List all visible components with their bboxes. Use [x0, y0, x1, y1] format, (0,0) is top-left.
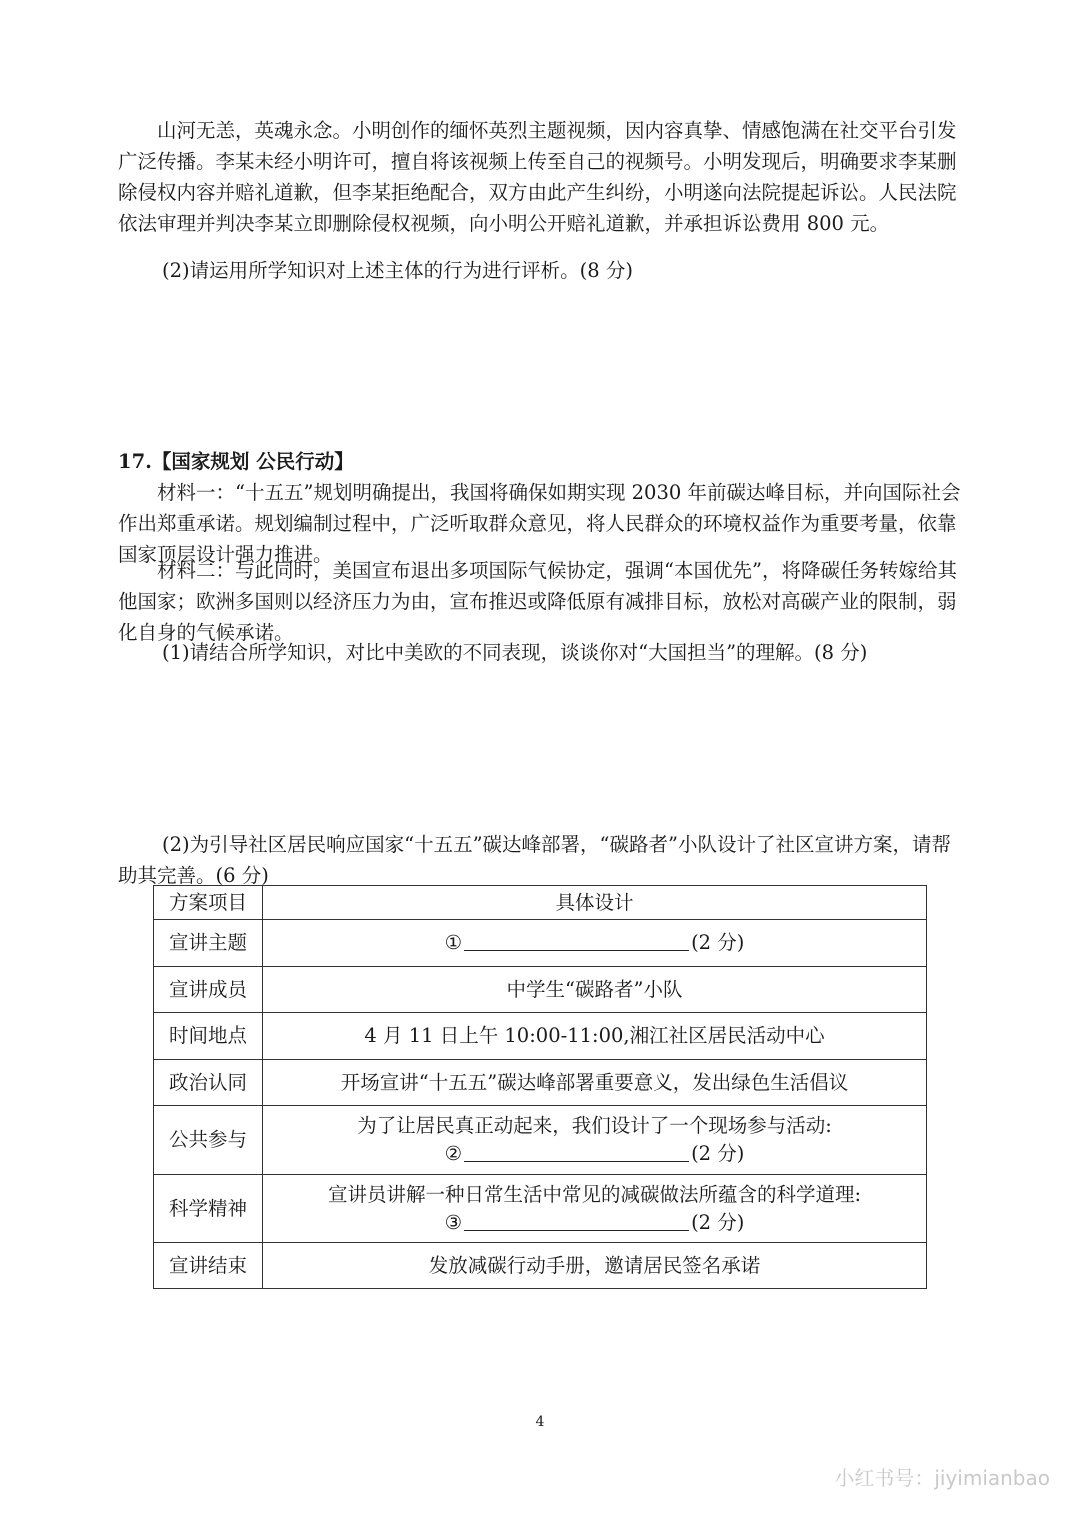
- q17-material-2: 材料二：与此同时，美国宣布退出多项国际气候协定，强调“本国优先”，将降碳任务转嫁给其他国家；欧洲多国则以经济压力为由，宣布推迟或降低原有减排目标，放松对高碳产业的限制，弱化自身的气候承诺。: [118, 559, 957, 644]
- row-design: 开场宣讲“十五五”碳达峰部署重要意义，发出绿色生活倡议: [263, 1060, 927, 1106]
- table-row: [154, 920, 927, 967]
- row-score: (2 分): [691, 931, 745, 954]
- row-item: 公共参与: [154, 1106, 263, 1175]
- row-item: 科学精神: [154, 1175, 263, 1243]
- row-design: 中学生“碳路者”小队: [263, 967, 927, 1013]
- row-score: (2 分): [691, 1210, 745, 1234]
- row-score: (2 分): [691, 1142, 745, 1165]
- row-item: 宣讲结束: [154, 1243, 263, 1289]
- row-design: [263, 1106, 927, 1175]
- row-design: [263, 1175, 927, 1243]
- plan-table: [153, 885, 927, 1289]
- intro-question-2: (2)请运用所学知识对上述主体的行为进行评析。(8 分): [162, 259, 633, 282]
- q17-heading: 17.【国家规划 公民行动】: [118, 450, 354, 473]
- table-header-row: [154, 886, 927, 920]
- table-row: [154, 1013, 927, 1060]
- row-item: 宣讲主题: [154, 920, 263, 967]
- q17-question-2: (2)为引导社区居民响应国家“十五五”碳达峰部署，“碳路者”小队设计了社区宣讲方案，请帮助其完善。(6 分): [118, 833, 951, 887]
- blank-mark: ③: [444, 1210, 463, 1234]
- table-row: [154, 967, 927, 1013]
- row-design: [263, 920, 927, 967]
- header-item: 方案项目: [154, 886, 263, 920]
- table-row: [154, 1175, 927, 1243]
- q17-question-1: (1)请结合所学知识，对比中美欧的不同表现，谈谈你对“大国担当”的理解。(8 分): [162, 641, 868, 664]
- row-design: 发放减碳行动手册，邀请居民签名承诺: [263, 1243, 927, 1289]
- q17-material-1: 材料一：“十五五”规划明确提出，我国将确保如期实现 2030 年前碳达峰目标，并向国际社会作出郑重承诺。规划编制过程中，广泛听取群众意见，将人民群众的环境权益作为重要考量，依靠国家顶层设计强力推进。: [118, 481, 961, 566]
- answer-blank-1[interactable]: [464, 930, 689, 951]
- watermark: 小红书号：jiyimianbao: [834, 1466, 1050, 1490]
- blank-mark: ①: [444, 931, 463, 954]
- intro-paragraph: 山河无恙，英魂永念。小明创作的缅怀英烈主题视频，因内容真挚、情感饱满在社交平台引发广泛传播。李某未经小明许可，擅自将该视频上传至自己的视频号。小明发现后，明确要求李某删除侵权内容并赔礼道歉，但李某拒绝配合，双方由此产生纠纷，小明遂向法院提起诉讼。人民法院依法审理并判决李某立即删除侵权视频，向小明公开赔礼道歉，并承担诉讼费用 800 元。: [118, 119, 957, 235]
- header-design: 具体设计: [263, 886, 927, 920]
- answer-blank-3[interactable]: [464, 1210, 689, 1231]
- table-row: [154, 1106, 927, 1175]
- table-row: [154, 1060, 927, 1106]
- answer-blank-2[interactable]: [464, 1141, 689, 1162]
- row-design-text: 为了让居民真正动起来，我们设计了一个现场参与活动:: [357, 1114, 832, 1137]
- blank-mark: ②: [444, 1142, 463, 1165]
- row-item: 宣讲成员: [154, 967, 263, 1013]
- page-number: 4: [535, 1414, 545, 1430]
- row-design-answer: [269, 1209, 920, 1237]
- table-row: [154, 1243, 927, 1289]
- row-design-answer: [269, 1140, 920, 1168]
- row-item: 政治认同: [154, 1060, 263, 1106]
- row-design-text: 宣讲员讲解一种日常生活中常见的减碳做法所蕴含的科学道理:: [327, 1182, 862, 1206]
- row-item: 时间地点: [154, 1013, 263, 1060]
- row-design: 4 月 11 日上午 10:00-11:00,湘江社区居民活动中心: [263, 1013, 927, 1060]
